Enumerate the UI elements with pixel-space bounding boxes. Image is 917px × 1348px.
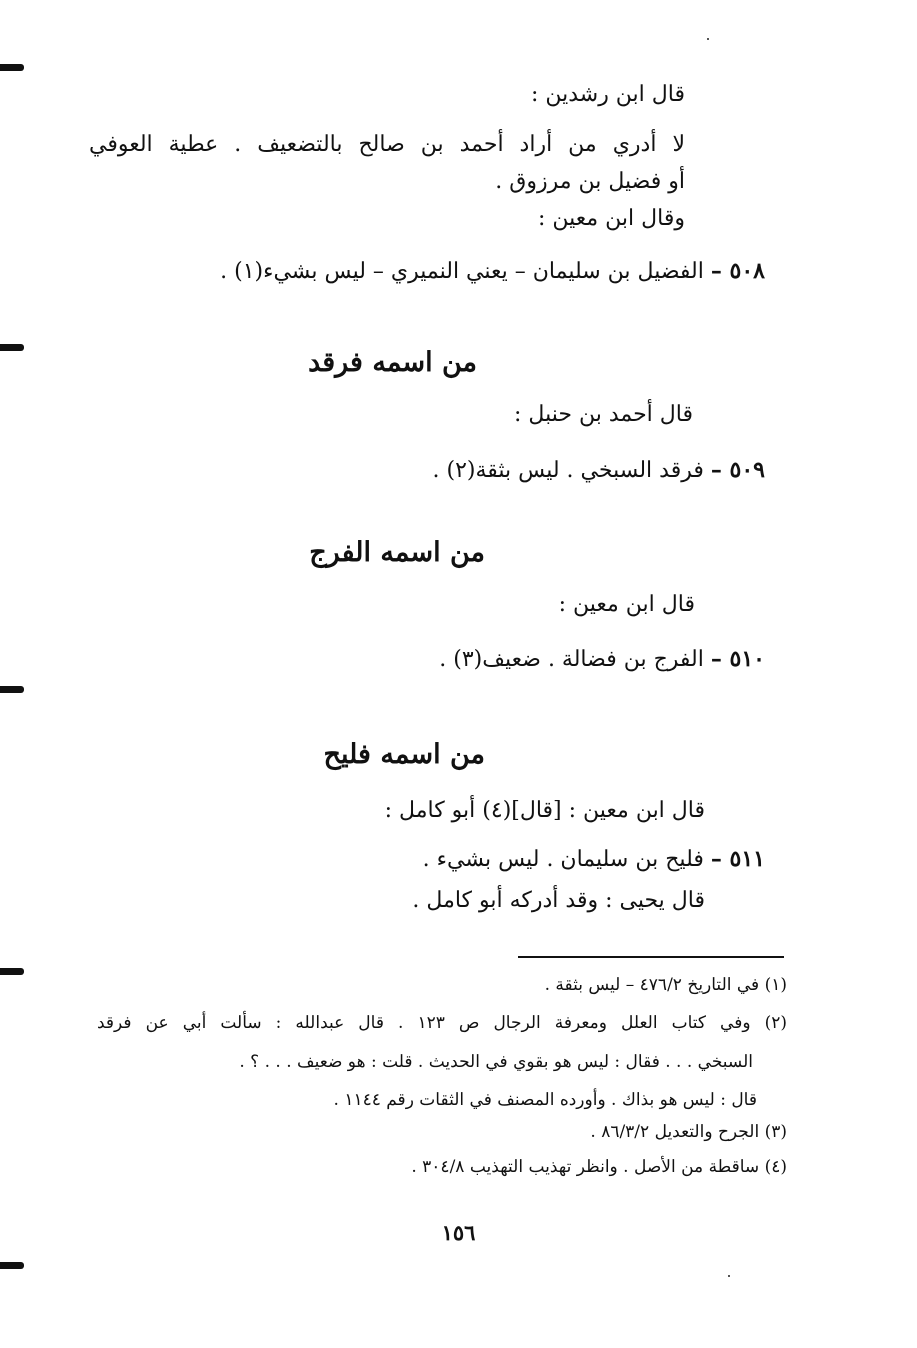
- entry-508: [220, 256, 765, 287]
- entry-number: ٥٠٩ –: [710, 457, 765, 483]
- entry-text: الفرج بن فضالة . ضعيف(٣) .: [439, 647, 704, 672]
- section-heading: من اسمه فرقد: [308, 347, 477, 378]
- text-line: وقال ابن معين :: [538, 206, 685, 231]
- entry-number: ٥١١ –: [710, 846, 765, 872]
- text-line: أو فضيل بن مرزوق .: [495, 169, 685, 194]
- entry-number: ٥٠٨ –: [710, 258, 765, 284]
- edge-mark: [0, 1262, 24, 1269]
- section-heading: من اسمه الفرج: [309, 537, 485, 568]
- entry-510: [439, 644, 765, 675]
- speaker-line: قال ابن معين :: [558, 592, 695, 617]
- footnote: (٤) ساقطة من الأصل . وانظر تهذيب التهذيب ٣٠٤/٨ .: [411, 1157, 787, 1177]
- edge-mark: [0, 344, 24, 351]
- speck: [707, 38, 709, 40]
- footnote: (٣) الجرح والتعديل ٨٦/٣/٢ .: [590, 1122, 787, 1142]
- entry-509: [433, 455, 766, 486]
- section-heading: من اسمه فليح: [323, 739, 485, 770]
- page-number: ١٥٦: [441, 1220, 476, 1245]
- footnote-continuation: السبخي . . . فقال : ليس هو بقوي في الحديث . قلت : هو ضعيف . . . ؟ .: [239, 1052, 753, 1072]
- entry-text: فليح بن سليمان . ليس بشيء .: [422, 847, 704, 872]
- speaker-line: قال ابن معين : [قال](٤) أبو كامل :: [384, 798, 705, 823]
- entry-text: الفضيل بن سليمان – يعني النميري – ليس بشيء(١) .: [220, 259, 704, 284]
- text-line: لا أدري من أراد أحمد بن صالح بالتضعيف . عطية العوفي: [89, 132, 685, 157]
- edge-mark: [0, 968, 24, 975]
- entry-number: ٥١٠ –: [710, 646, 765, 672]
- edge-mark: [0, 686, 24, 693]
- footnote: (١) في التاريخ ٤٧٦/٢ – ليس بثقة .: [544, 975, 787, 995]
- speck: [728, 1275, 730, 1277]
- text-line: قال يحيى : وقد أدركه أبو كامل .: [412, 888, 705, 913]
- entry-text: فرقد السبخي . ليس بثقة(٢) .: [432, 458, 704, 483]
- text-line: قال ابن رشدين :: [530, 82, 685, 107]
- speaker-line: قال أحمد بن حنبل :: [514, 402, 693, 427]
- footnote-continuation: قال : ليس هو بذاك . وأورده المصنف في الثقات رقم ١١٤٤ .: [333, 1090, 757, 1110]
- footnote-separator: [518, 956, 784, 958]
- footnote: (٢) وفي كتاب العلل ومعرفة الرجال ص ١٢٣ . قال عبدالله : سألت أبي عن فرقد: [97, 1013, 787, 1033]
- edge-mark: [0, 64, 24, 71]
- entry-511: [423, 844, 765, 875]
